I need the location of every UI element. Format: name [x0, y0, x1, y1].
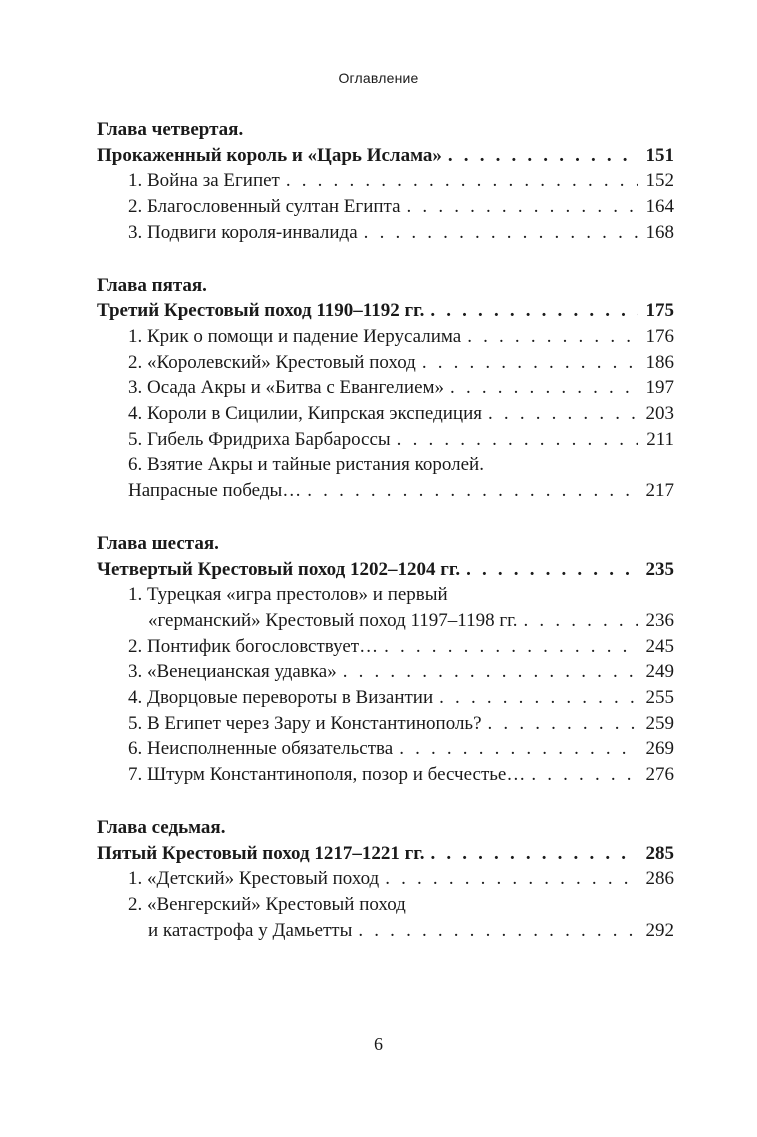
- dot-leader: [466, 557, 638, 583]
- dot-leader: [531, 762, 638, 788]
- dot-leader: [399, 736, 638, 762]
- page-number: 292: [645, 919, 674, 941]
- toc-entry[interactable]: [97, 866, 674, 892]
- toc-entry[interactable]: [97, 427, 674, 453]
- dot-leader: [430, 841, 638, 867]
- entry-title: 5. Гибель Фридриха Барбароссы: [128, 428, 391, 450]
- dot-leader: [407, 194, 638, 220]
- chapter-title-entry[interactable]: [97, 143, 674, 169]
- dot-leader: [384, 634, 638, 660]
- page-number: 235: [645, 558, 674, 580]
- page-number: 176: [645, 325, 674, 347]
- entry-title: 2. «Королевский» Крестовый поход: [128, 351, 416, 373]
- chapter-title-entry[interactable]: [97, 841, 674, 867]
- entry-title: 6. Неисполненные обязательства: [128, 738, 394, 760]
- entry-title: Напрасные победы…: [128, 480, 302, 502]
- toc-entry[interactable]: [97, 324, 674, 350]
- entry-title: 1. Крик о помощи и падение Иерусалима: [128, 325, 462, 347]
- dot-leader: [430, 298, 638, 324]
- chapter-title-entry[interactable]: [97, 298, 674, 324]
- page-number: 217: [645, 480, 674, 502]
- chapter-label: Глава четвертая.: [97, 119, 244, 140]
- page-number: 259: [645, 712, 674, 734]
- toc-entry[interactable]: [97, 375, 674, 401]
- chapter-4: [97, 117, 674, 246]
- dot-leader: [524, 608, 638, 634]
- running-head: Оглавление: [338, 70, 419, 86]
- dot-leader: [488, 401, 638, 427]
- chapter-label: Глава пятая.: [97, 274, 207, 296]
- page-number: 164: [645, 196, 674, 218]
- page-number: 269: [645, 738, 674, 760]
- page-number: 286: [645, 868, 674, 890]
- toc-entry-first-line[interactable]: 1. Турецкая «игра престолов» и первый: [128, 584, 448, 606]
- dot-leader: [488, 711, 638, 737]
- page-number: 152: [645, 170, 674, 192]
- chapter-title: Четвертый Крестовый поход 1202–1204 гг.: [97, 558, 461, 580]
- dot-leader: [343, 659, 638, 685]
- toc-entry[interactable]: [97, 220, 674, 246]
- page-number: 151: [645, 144, 674, 166]
- page-number: 211: [646, 428, 674, 450]
- toc-entry[interactable]: [97, 608, 674, 634]
- entry-title: 5. В Египет через Зару и Константинополь?: [128, 712, 482, 734]
- toc-entry-first-line[interactable]: 2. «Венгерский» Крестовый поход: [128, 893, 406, 915]
- chapter-label: Глава седьмая.: [97, 816, 226, 838]
- entry-title: 3. Подвиги короля-инвалида: [128, 221, 358, 243]
- dot-leader: [358, 918, 638, 944]
- entry-title: 1. Война за Египет: [128, 170, 280, 192]
- chapter-title: Прокаженный король и «Царь Ислама»: [97, 144, 442, 166]
- page-number: 175: [645, 300, 674, 322]
- toc-entry[interactable]: [97, 168, 674, 194]
- chapter-6: [97, 531, 674, 788]
- chapter-title-entry[interactable]: [97, 557, 674, 583]
- dot-leader: [397, 427, 638, 453]
- entry-title: 7. Штурм Константинополя, позор и бесчестье…: [128, 764, 526, 786]
- chapter-5: [97, 273, 674, 504]
- toc-entry[interactable]: [97, 762, 674, 788]
- page-number: 249: [645, 661, 674, 683]
- toc-entry[interactable]: [97, 711, 674, 737]
- entry-title: 3. «Венецианская удавка»: [128, 661, 337, 683]
- page-number: 255: [645, 687, 674, 709]
- entry-title: 2. Благословенный султан Египта: [128, 196, 401, 218]
- page-number: 236: [645, 609, 674, 631]
- entry-title: 2. Понтифик богословствует…: [128, 635, 379, 657]
- page-folio: 6: [374, 1034, 383, 1054]
- page-number: 276: [645, 764, 674, 786]
- entry-title: и катастрофа у Дамьетты: [148, 919, 353, 941]
- toc-entry[interactable]: [97, 478, 674, 504]
- dot-leader: [385, 866, 638, 892]
- dot-leader: [364, 220, 638, 246]
- entry-title: «германский» Крестовый поход 1197–1198 гг.: [148, 609, 518, 631]
- dot-leader: [286, 168, 638, 194]
- toc-entry[interactable]: [97, 918, 674, 944]
- toc-entry[interactable]: [97, 350, 674, 376]
- dot-leader: [307, 478, 638, 504]
- table-of-contents: [97, 117, 674, 970]
- entry-title: 4. Дворцовые перевороты в Византии: [128, 687, 434, 709]
- toc-entry[interactable]: [97, 736, 674, 762]
- dot-leader: [467, 324, 638, 350]
- page-number: 197: [645, 377, 674, 399]
- page-number: 203: [645, 403, 674, 425]
- toc-entry[interactable]: [97, 634, 674, 660]
- entry-title: 4. Короли в Сицилии, Кипрская экспедиция: [128, 403, 483, 425]
- page-number: 168: [645, 221, 674, 243]
- toc-entry[interactable]: [97, 194, 674, 220]
- toc-entry[interactable]: [97, 659, 674, 685]
- chapter-7: [97, 815, 674, 944]
- entry-title: 1. «Детский» Крестовый поход: [128, 868, 380, 890]
- chapter-title: Третий Крестовый поход 1190–1192 гг.: [97, 300, 425, 322]
- entry-title: 3. Осада Акры и «Битва с Евангелием»: [128, 377, 445, 399]
- page-number: 186: [645, 351, 674, 373]
- page-number: 285: [645, 842, 674, 864]
- page-number: 245: [645, 635, 674, 657]
- chapter-title: Пятый Крестовый поход 1217–1221 гг.: [97, 842, 425, 864]
- toc-entry-first-line[interactable]: 6. Взятие Акры и тайные ристания королей.: [128, 454, 484, 476]
- dot-leader: [450, 375, 638, 401]
- toc-entry[interactable]: [97, 685, 674, 711]
- dot-leader: [439, 685, 638, 711]
- dot-leader: [422, 350, 638, 376]
- dot-leader: [448, 143, 638, 169]
- chapter-label: Глава шестая.: [97, 532, 219, 554]
- toc-entry[interactable]: [97, 401, 674, 427]
